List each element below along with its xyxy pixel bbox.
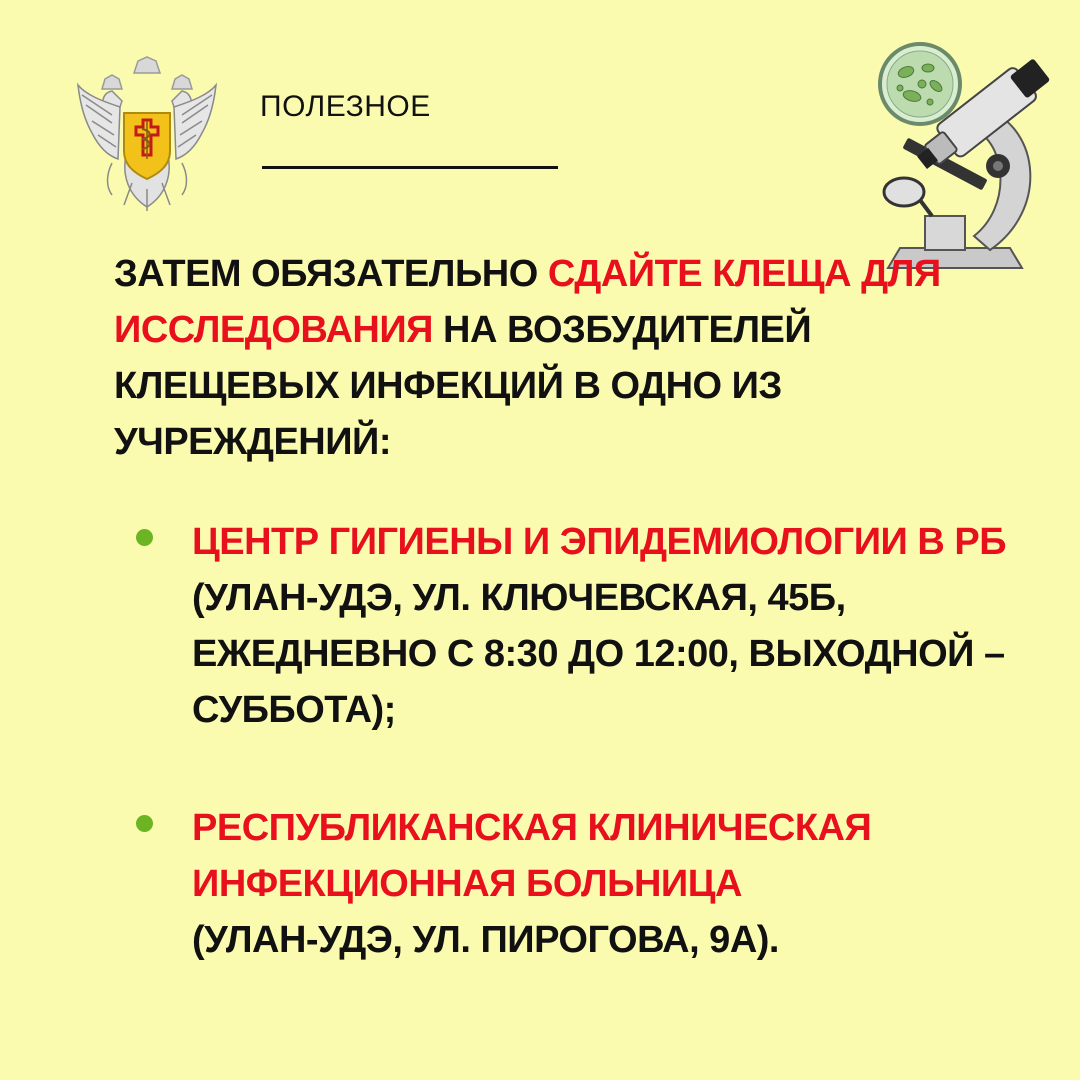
institution-list: [130, 514, 1050, 968]
category-underline: [262, 166, 558, 169]
bullet-icon: [136, 529, 153, 546]
rospotrebnadzor-emblem-icon: [72, 55, 222, 215]
institution-details: (УЛАН-УДЭ, УЛ. КЛЮЧЕВСКАЯ, 45Б, ЕЖЕДНЕВНО С 8:30 ДО 12:00, ВЫХОДНОЙ – СУББОТА);: [192, 577, 1005, 731]
intro-part1: ЗАТЕМ ОБЯЗАТЕЛЬНО: [114, 253, 548, 295]
institution-details: (УЛАН-УДЭ, УЛ. ПИРОГОВА, 9А).: [192, 919, 779, 961]
category-label: ПОЛЕЗНОЕ: [260, 90, 431, 123]
intro-text: [114, 246, 994, 470]
microscope-icon: [870, 40, 1055, 280]
list-item: [130, 800, 1050, 968]
institution-name: РЕСПУБЛИКАНСКАЯ КЛИНИЧЕСКАЯ ИНФЕКЦИОННАЯ БОЛЬНИЦА: [192, 807, 872, 905]
intro-part2: НА ВОЗБУДИТЕЛЕЙ КЛЕЩЕВЫХ ИНФЕКЦИЙ В ОДНО ИЗ УЧРЕЖДЕНИЙ:: [114, 309, 812, 463]
bullet-icon: [136, 815, 153, 832]
intro-highlight: СДАЙТЕ КЛЕЩА ДЛЯ ИССЛЕДОВАНИЯ: [114, 253, 941, 351]
list-item: [130, 514, 1050, 738]
institution-name: ЦЕНТР ГИГИЕНЫ И ЭПИДЕМИОЛОГИИ В РБ: [192, 521, 1007, 563]
